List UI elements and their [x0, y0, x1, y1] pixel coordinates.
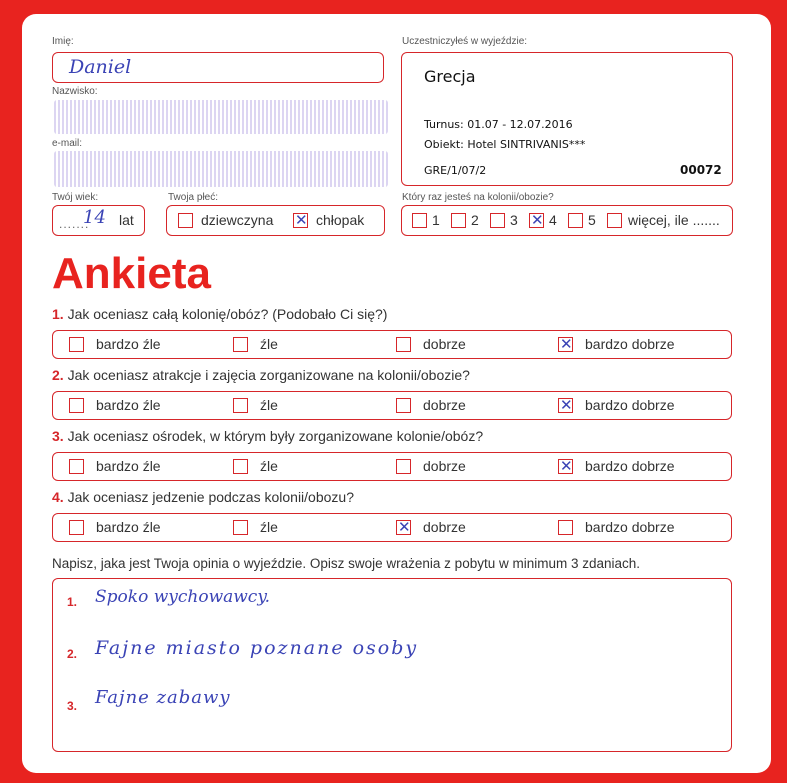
- plec-field: [166, 205, 385, 236]
- imie-label: Imię:: [52, 36, 74, 47]
- trip-obiekt: Obiekt: Hotel SINTRIVANIS***: [424, 138, 586, 151]
- ktory-raz-option-4: 4: [549, 212, 557, 228]
- question-4-checkbox-2[interactable]: [233, 520, 248, 535]
- ktory-raz-checkbox-5[interactable]: [568, 213, 583, 228]
- question-1-option-2: źle: [260, 336, 278, 352]
- trip-destination: Grecja: [424, 67, 476, 86]
- question-number: 2.: [52, 367, 64, 383]
- question-2-checkbox-4[interactable]: [558, 398, 573, 413]
- ktory-raz-option-2: 2: [471, 212, 479, 228]
- opinion-textarea[interactable]: [52, 578, 732, 752]
- uczestnik-label: Uczestniczyłeś w wyjeździe:: [402, 36, 528, 47]
- plec-label: Twoja płeć:: [168, 192, 219, 203]
- question-3-option-1: bardzo źle: [96, 458, 161, 474]
- question-4-text: [52, 489, 354, 505]
- checkmark-icon: ✕: [560, 457, 573, 475]
- plec-checkbox-chlopak[interactable]: [293, 213, 308, 228]
- question-4-option-2: źle: [260, 519, 278, 535]
- question-1-checkbox-3[interactable]: [396, 337, 411, 352]
- opinion-line-text-3: Fajne zabawy: [95, 687, 231, 708]
- ktory-raz-field: [401, 205, 733, 236]
- question-1-options: [52, 330, 732, 359]
- trip-turnus: Turnus: 01.07 - 12.07.2016: [424, 118, 573, 131]
- ktory-raz-checkbox-wiecej[interactable]: [607, 213, 622, 228]
- ktory-raz-option-5: 5: [588, 212, 596, 228]
- wiek-suffix: lat: [119, 212, 134, 228]
- checkmark-icon: ✕: [560, 396, 573, 414]
- question-number: 1.: [52, 306, 64, 322]
- opinion-line-num-2: 2.: [67, 647, 78, 661]
- ktory-raz-checkbox-3[interactable]: [490, 213, 505, 228]
- wiek-value: 14: [83, 207, 106, 228]
- question-2-checkbox-2[interactable]: [233, 398, 248, 413]
- question-3-option-3: dobrze: [423, 458, 466, 474]
- checkmark-icon: ✕: [560, 335, 573, 353]
- question-4-checkbox-4[interactable]: [558, 520, 573, 535]
- ktory-raz-checkbox-1[interactable]: [412, 213, 427, 228]
- survey-title: Ankieta: [52, 249, 211, 298]
- email-label: e-mail:: [52, 138, 83, 149]
- question-number: 4.: [52, 489, 64, 505]
- question-4-option-4: bardzo dobrze: [585, 519, 675, 535]
- imie-field[interactable]: [52, 52, 384, 83]
- wiek-field[interactable]: [52, 205, 145, 236]
- question-3-option-4: bardzo dobrze: [585, 458, 675, 474]
- ktory-raz-checkbox-2[interactable]: [451, 213, 466, 228]
- question-label: Jak oceniasz całą kolonię/obóz? (Podobało Ci się?): [67, 306, 388, 322]
- question-3-checkbox-2[interactable]: [233, 459, 248, 474]
- question-3-option-2: źle: [260, 458, 278, 474]
- question-3-text: [52, 428, 483, 444]
- question-3-checkbox-1[interactable]: [69, 459, 84, 474]
- question-2-option-3: dobrze: [423, 397, 466, 413]
- imie-value: Daniel: [69, 56, 132, 78]
- question-3-checkbox-4[interactable]: [558, 459, 573, 474]
- ktory-raz-option-wiecej: więcej, ile .......: [628, 212, 720, 228]
- question-label: Jak oceniasz ośrodek, w którym były zorganizowane kolonie/obóz?: [67, 428, 484, 444]
- question-4-checkbox-1[interactable]: [69, 520, 84, 535]
- question-2-checkbox-3[interactable]: [396, 398, 411, 413]
- wiek-dots: .......: [59, 217, 90, 231]
- checkmark-icon: ✕: [398, 518, 411, 536]
- question-label: Jak oceniasz jedzenie podczas kolonii/obozu?: [67, 489, 354, 505]
- question-1-checkbox-4[interactable]: [558, 337, 573, 352]
- opinion-line-text-1: Spoko wychowawcy.: [95, 587, 271, 607]
- trip-code: GRE/1/07/2: [424, 164, 487, 177]
- question-1-option-3: dobrze: [423, 336, 466, 352]
- ktory-raz-label: Który raz jesteś na kolonii/obozie?: [402, 192, 554, 203]
- question-4-options: [52, 513, 732, 542]
- question-1-checkbox-1[interactable]: [69, 337, 84, 352]
- wiek-label: Twój wiek:: [52, 192, 99, 203]
- question-2-option-1: bardzo źle: [96, 397, 161, 413]
- plec-option-dziewczyna: dziewczyna: [201, 212, 274, 228]
- question-2-checkbox-1[interactable]: [69, 398, 84, 413]
- trip-info-box: [401, 52, 733, 186]
- survey-sheet: [22, 14, 771, 773]
- checkmark-icon: ✕: [295, 211, 308, 229]
- ktory-raz-checkbox-4[interactable]: [529, 213, 544, 228]
- question-4-checkbox-3[interactable]: [396, 520, 411, 535]
- question-1-checkbox-2[interactable]: [233, 337, 248, 352]
- ktory-raz-option-3: 3: [510, 212, 518, 228]
- question-1-option-4: bardzo dobrze: [585, 336, 675, 352]
- ktory-raz-option-1: 1: [432, 212, 440, 228]
- question-number: 3.: [52, 428, 64, 444]
- plec-option-chlopak: chłopak: [316, 212, 365, 228]
- question-2-option-2: źle: [260, 397, 278, 413]
- question-label: Jak oceniasz atrakcje i zajęcia zorganizowane na kolonii/obozie?: [67, 367, 470, 383]
- opinion-line-num-1: 1.: [67, 595, 78, 609]
- opinion-line-num-3: 3.: [67, 699, 78, 713]
- opinion-line-text-2: Fajne miasto poznane osoby: [95, 637, 419, 659]
- question-1-option-1: bardzo źle: [96, 336, 161, 352]
- trip-number: 00072: [680, 163, 722, 177]
- question-4-option-1: bardzo źle: [96, 519, 161, 535]
- nazwisko-redacted: [54, 100, 388, 134]
- email-redacted: [54, 151, 388, 187]
- question-3-checkbox-3[interactable]: [396, 459, 411, 474]
- question-2-option-4: bardzo dobrze: [585, 397, 675, 413]
- question-3-options: [52, 452, 732, 481]
- question-1-text: [52, 306, 387, 322]
- checkmark-icon: ✕: [531, 211, 544, 229]
- question-2-text: [52, 367, 470, 383]
- question-4-option-3: dobrze: [423, 519, 466, 535]
- question-2-options: [52, 391, 732, 420]
- plec-checkbox-dziewczyna[interactable]: [178, 213, 193, 228]
- opinion-prompt: Napisz, jaka jest Twoja opinia o wyjeździe. Opisz swoje wrażenia z pobytu w minimum 3 zdaniach.: [52, 556, 641, 571]
- nazwisko-label: Nazwisko:: [52, 86, 98, 97]
